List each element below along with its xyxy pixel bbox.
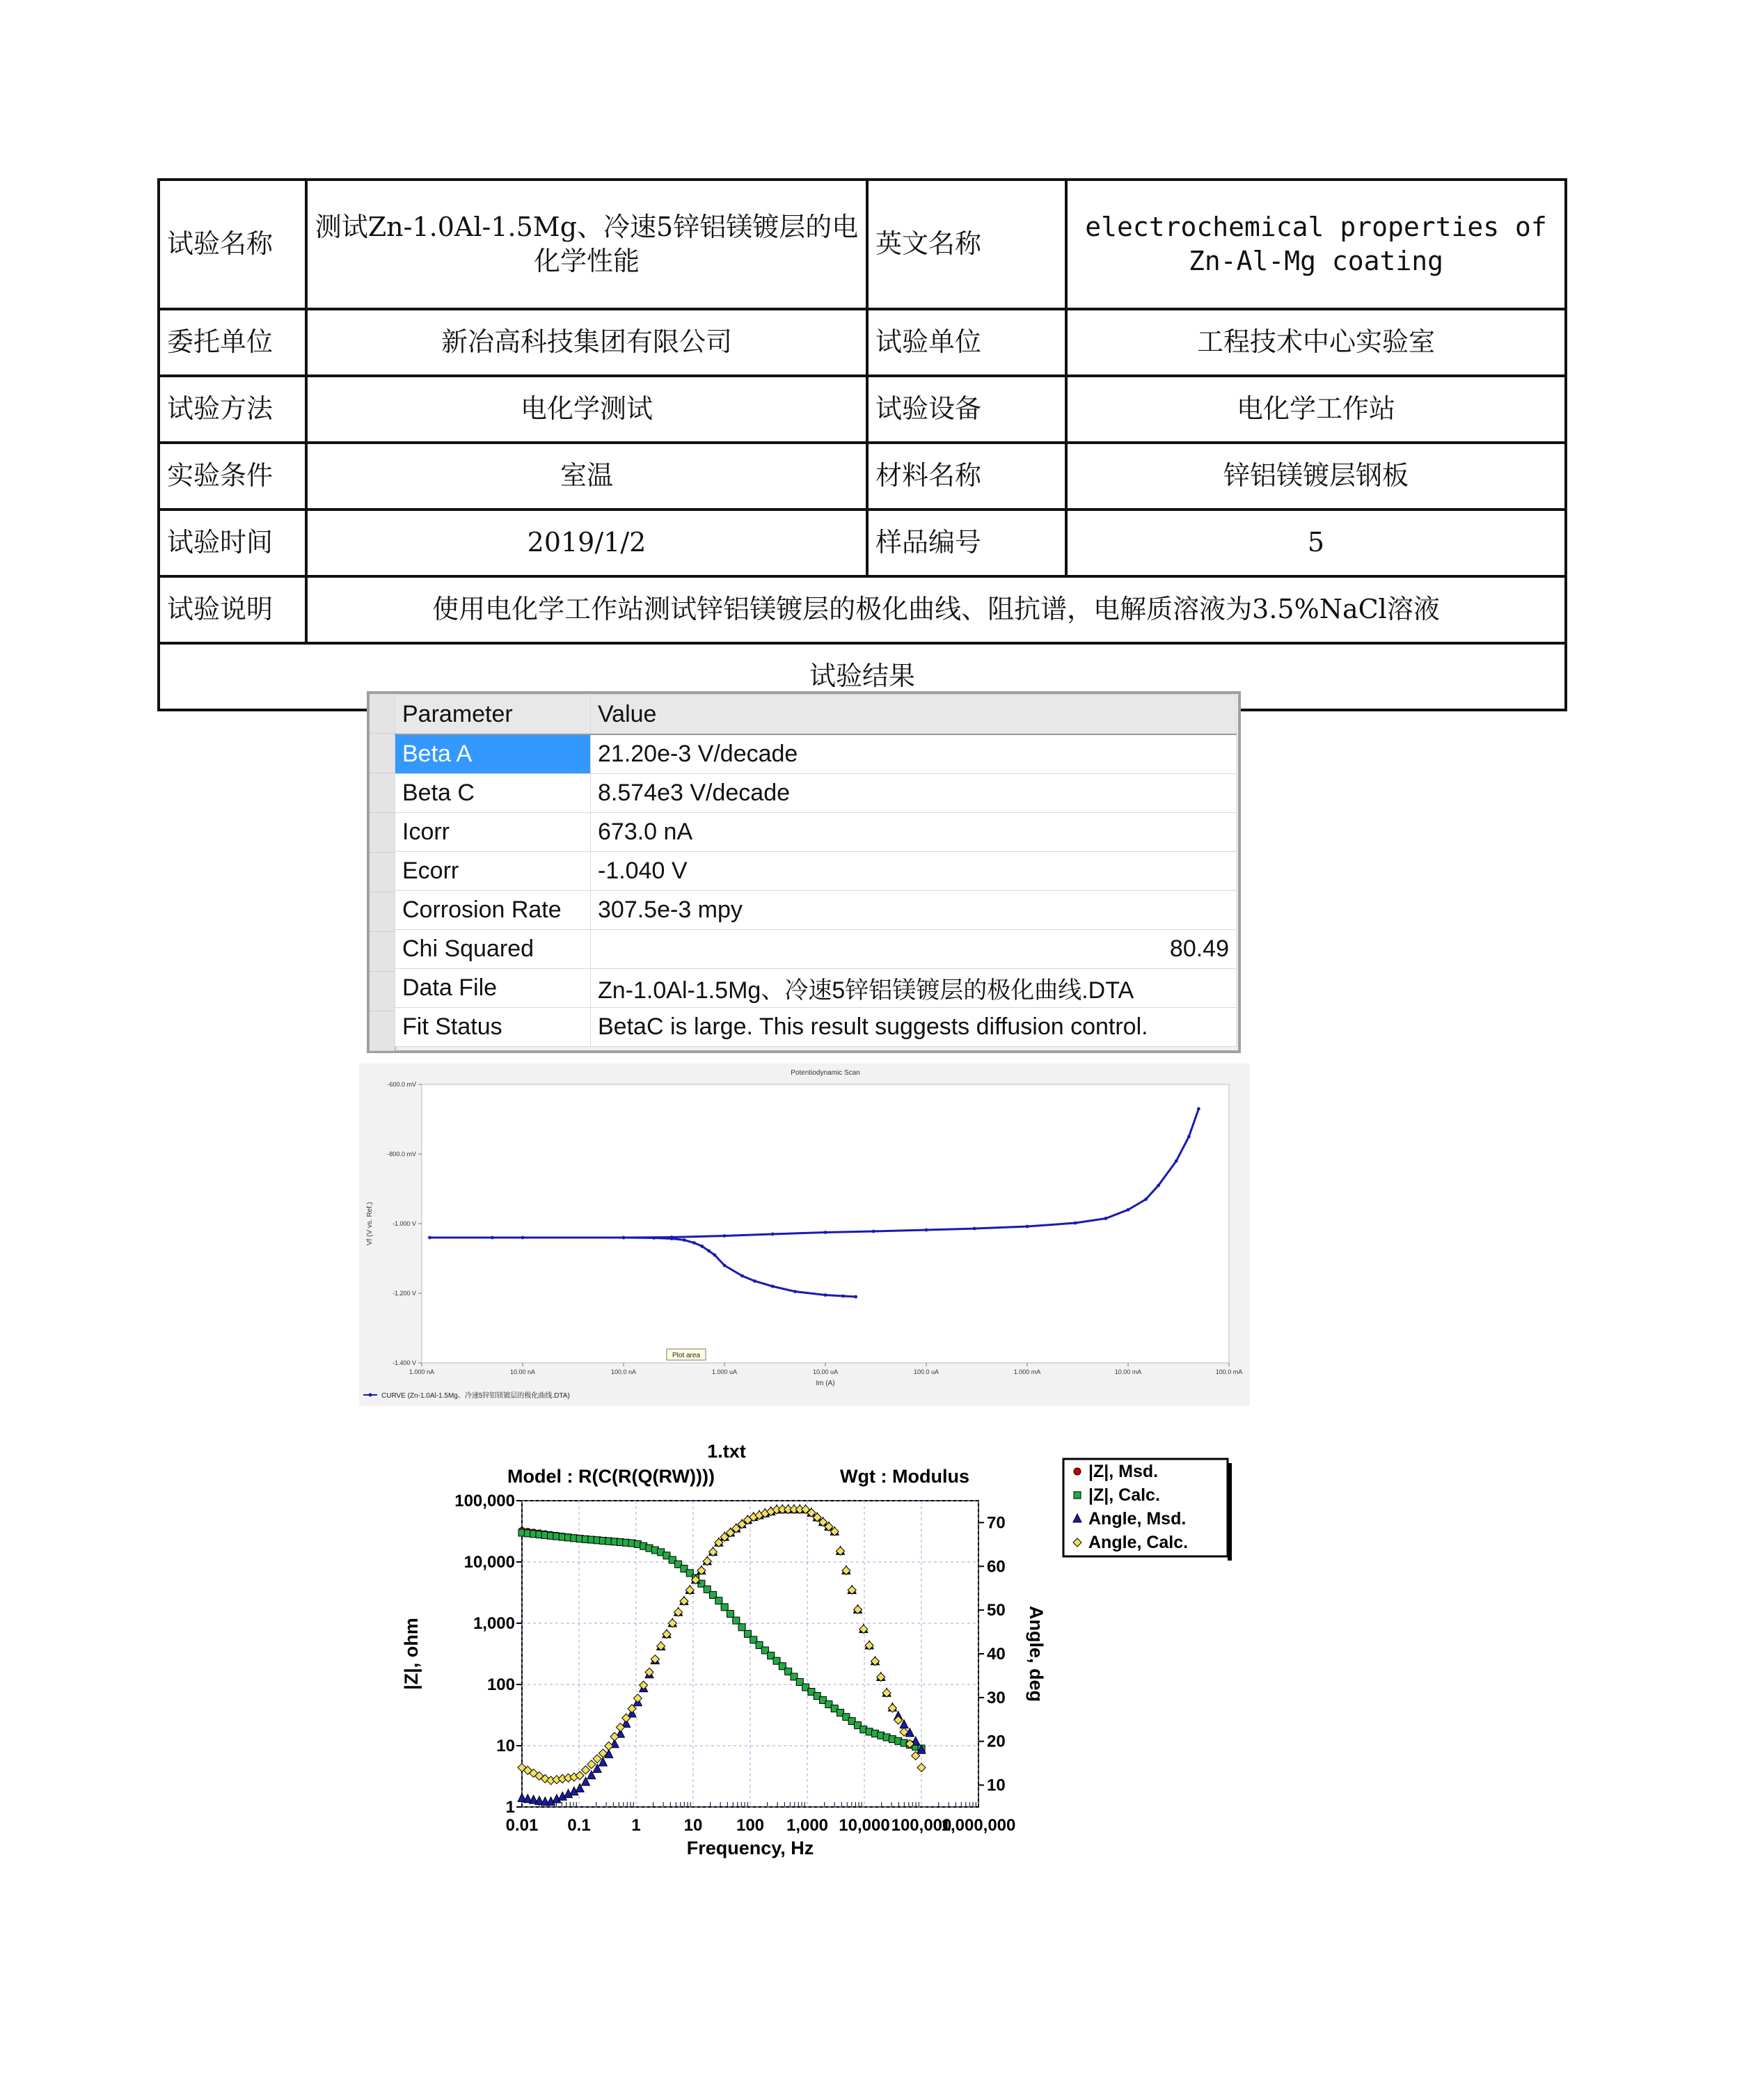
- info-label: 英文名称: [867, 180, 1066, 309]
- curve-point: [1074, 1222, 1077, 1225]
- info-label: 实验条件: [159, 443, 306, 510]
- info-value: 电化学测试: [306, 376, 867, 443]
- y2-tick-label: 20: [987, 1732, 1006, 1751]
- curve-point: [700, 1245, 704, 1248]
- fit-param-cell: Ecorr: [395, 852, 591, 891]
- fit-parameter-table: [395, 694, 1237, 1047]
- row-header-gutter: [370, 694, 396, 1050]
- y2-axis-label: Angle, deg: [1026, 1605, 1047, 1703]
- x-tick-label: 100.0 nA: [610, 1368, 637, 1375]
- fit-value-cell: Zn-1.0Al-1.5Mg、冷速5锌铝镁镀层的极化曲线.DTA: [591, 969, 1237, 1008]
- row-header-cell: [370, 853, 395, 892]
- x-tick-label: 1.000 mA: [1013, 1368, 1041, 1375]
- x-tick-label: 10.00 nA: [509, 1368, 536, 1375]
- curve-point: [1127, 1208, 1130, 1212]
- experiment-info-table: [157, 178, 1567, 711]
- y-tick-label: 10: [496, 1737, 515, 1755]
- fit-value-cell: -1.040 V: [591, 852, 1237, 891]
- curve-point: [683, 1238, 686, 1242]
- y-tick-label: 100,000: [454, 1492, 515, 1510]
- x-axis-label: Frequency, Hz: [686, 1838, 814, 1858]
- info-row: [159, 309, 1566, 376]
- potentiodynamic-scan-chart: [359, 1064, 1250, 1406]
- curve-point: [973, 1227, 976, 1231]
- curve-point: [428, 1236, 431, 1240]
- row-header-cell: [370, 734, 395, 773]
- info-label: 材料名称: [867, 443, 1066, 510]
- fit-row[interactable]: [395, 1008, 1237, 1047]
- x-tick-label: 0.1: [567, 1816, 591, 1835]
- y-tick-label: -1.000 V: [392, 1220, 416, 1227]
- curve-point: [723, 1234, 727, 1238]
- curve-point: [1144, 1198, 1148, 1201]
- z-calculated-point: [733, 1617, 740, 1624]
- z-calculated-point: [715, 1597, 722, 1604]
- x-tick-label: 100,000: [891, 1816, 952, 1835]
- description-text: 使用电化学工作站测试锌铝镁镀层的极化曲线、阻抗谱，电解质溶液为3.5%NaCl溶液: [306, 576, 1566, 643]
- impedance-bode-chart: [390, 1441, 1260, 1886]
- info-value: 新冶高科技集团有限公司: [306, 309, 867, 376]
- fit-param-cell: Icorr: [395, 813, 591, 852]
- legend-entry: |Z|, Msd.: [1088, 1462, 1159, 1481]
- row-header-cell: [370, 892, 395, 932]
- legend-marker-z-calc: [1074, 1492, 1081, 1499]
- info-value: 锌铝镁镀层钢板: [1066, 443, 1566, 510]
- curve-point: [771, 1285, 775, 1288]
- info-label: 样品编号: [867, 510, 1066, 576]
- fit-value-cell: 21.20e-3 V/decade: [591, 734, 1237, 774]
- y-tick-label: 100: [486, 1675, 515, 1694]
- x-tick-label: 1,000: [786, 1816, 829, 1835]
- info-value: 2019/1/2: [306, 510, 867, 576]
- curve-point: [1187, 1135, 1191, 1139]
- y2-tick-label: 30: [987, 1688, 1006, 1707]
- z-calculated-point: [721, 1604, 728, 1611]
- info-value: 室温: [306, 443, 867, 510]
- curve-point: [1175, 1160, 1178, 1163]
- row-header-cell: [370, 972, 395, 1011]
- curve-point: [793, 1290, 797, 1293]
- column-header-value: Value: [591, 695, 1237, 735]
- row-header-cell: [370, 773, 395, 813]
- curve-point: [707, 1249, 711, 1253]
- fit-row[interactable]: [395, 969, 1237, 1008]
- curve-point: [841, 1295, 845, 1298]
- curve-point: [521, 1236, 525, 1240]
- fit-param-cell: Fit Status: [395, 1008, 591, 1047]
- tafel-fit-results-grid: [367, 691, 1241, 1053]
- info-label: 试验名称: [159, 180, 306, 309]
- curve-point: [723, 1264, 727, 1268]
- y-tick-label: 1: [505, 1798, 515, 1817]
- x-axis-label: Im (A): [816, 1380, 835, 1387]
- curve-point: [771, 1233, 775, 1236]
- curve-point: [740, 1274, 744, 1278]
- info-row: [159, 443, 1566, 510]
- fit-row[interactable]: [395, 813, 1237, 852]
- curve-point: [824, 1293, 827, 1297]
- curve-point: [670, 1235, 674, 1239]
- description-row: [159, 576, 1566, 643]
- fit-param-cell: Beta C: [395, 774, 591, 813]
- legend-entry: Angle, Calc.: [1088, 1533, 1189, 1552]
- info-value: 5: [1066, 510, 1566, 576]
- grid-header-row: [395, 695, 1237, 735]
- chart-subtitle-weight: Wgt : Modulus: [840, 1466, 969, 1487]
- legend-entry: |Z|, Calc.: [1088, 1485, 1160, 1505]
- z-calculated-point: [727, 1610, 734, 1617]
- info-value: 电化学工作站: [1066, 376, 1566, 443]
- curve-point: [692, 1241, 696, 1245]
- curve-point: [622, 1236, 626, 1240]
- z-calculated-point: [738, 1624, 745, 1631]
- fit-param-cell: Corrosion Rate: [395, 891, 591, 930]
- legend-entry: CURVE (Zn-1.0Al-1.5Mg、冷速5锌铝镁镀层的极化曲线.DTA): [381, 1392, 570, 1400]
- y-axis-label: Vf (V vs. Ref.): [366, 1201, 374, 1246]
- tooltip-text: Plot area: [672, 1352, 701, 1359]
- fit-value-cell: 80.49: [591, 930, 1237, 969]
- y-tick-label: 10,000: [463, 1553, 515, 1572]
- plot-area: [422, 1084, 1229, 1363]
- x-tick-label: 10.00 mA: [1114, 1368, 1142, 1375]
- y-tick-label: -800.0 mV: [387, 1151, 416, 1158]
- fit-row[interactable]: [395, 891, 1237, 930]
- fit-param-cell: Chi Squared: [395, 930, 591, 969]
- info-value: 工程技术中心实验室: [1066, 309, 1566, 376]
- x-tick-label: 1.000 uA: [711, 1368, 738, 1375]
- y2-tick-label: 70: [987, 1513, 1006, 1533]
- curve-point: [753, 1279, 756, 1283]
- x-tick-label: 1,000,000: [941, 1816, 1016, 1835]
- info-row: [159, 376, 1566, 443]
- info-value: 测试Zn-1.0Al-1.5Mg、冷速5锌铝镁镀层的电化学性能: [306, 180, 867, 309]
- info-value: electrochemical properties of Zn-Al-Mg coating: [1066, 180, 1566, 309]
- x-tick-label: 1: [631, 1816, 641, 1835]
- curve-point: [824, 1231, 827, 1234]
- fit-row[interactable]: [395, 930, 1237, 969]
- y-tick-label: -600.0 mV: [387, 1081, 416, 1088]
- y-tick-label: -1.200 V: [392, 1290, 416, 1297]
- y2-tick-label: 10: [987, 1776, 1006, 1795]
- legend-marker: [369, 1394, 372, 1397]
- info-row: [159, 510, 1566, 576]
- chart-title: 1.txt: [707, 1441, 746, 1462]
- x-tick-label: 10: [683, 1816, 703, 1835]
- x-tick-label: 100: [736, 1816, 765, 1835]
- fit-param-cell: Beta A: [395, 734, 591, 774]
- fit-row[interactable]: [395, 774, 1237, 813]
- info-label: 试验单位: [867, 309, 1066, 376]
- fit-param-cell: Data File: [395, 969, 591, 1008]
- y-axis-label: |Z|, ohm: [401, 1618, 422, 1690]
- info-label: 委托单位: [159, 309, 306, 376]
- row-header-cell: [370, 694, 395, 734]
- description-label: 试验说明: [159, 576, 306, 643]
- x-tick-label: 100.0 uA: [913, 1368, 940, 1375]
- curve-point: [1157, 1184, 1160, 1187]
- curve-point: [1026, 1225, 1029, 1229]
- chart-legend: [1063, 1459, 1232, 1561]
- fit-value-cell: 8.574e3 V/decade: [591, 774, 1237, 813]
- info-row: [159, 180, 1566, 309]
- curve-point: [1197, 1107, 1200, 1111]
- info-label: 试验时间: [159, 510, 306, 576]
- results-heading: 试验结果: [159, 643, 1566, 710]
- y-tick-label: 1,000: [473, 1614, 515, 1633]
- legend-marker-z-msd: [1074, 1468, 1081, 1475]
- info-label: 试验设备: [867, 376, 1066, 443]
- fit-row[interactable]: [395, 734, 1237, 774]
- curve-point: [1104, 1217, 1107, 1220]
- fit-row[interactable]: [395, 852, 1237, 891]
- y-tick-label: -1.400 V: [392, 1359, 416, 1366]
- legend-entry: Angle, Msd.: [1088, 1509, 1187, 1529]
- fit-value-cell: BetaC is large. This result suggests diffusion control.: [591, 1008, 1237, 1047]
- y2-tick-label: 60: [987, 1557, 1006, 1577]
- x-tick-label: 1.000 nA: [409, 1368, 435, 1375]
- fit-value-cell: 307.5e-3 mpy: [591, 891, 1237, 930]
- column-header-parameter: Parameter: [395, 695, 591, 735]
- x-tick-label: 10.00 uA: [812, 1368, 839, 1375]
- curve-point: [491, 1236, 494, 1240]
- row-header-cell: [370, 1011, 395, 1051]
- chart-title: Potentiodynamic Scan: [791, 1069, 860, 1077]
- chart-subtitle: Model : R(C(R(Q(RW)))): [507, 1466, 715, 1487]
- fit-value-cell: 673.0 nA: [591, 813, 1237, 852]
- x-tick-label: 100.0 mA: [1215, 1368, 1243, 1375]
- x-tick-label: 0.01: [505, 1816, 539, 1835]
- row-header-cell: [370, 932, 395, 972]
- y2-tick-label: 50: [987, 1601, 1006, 1620]
- row-header-cell: [370, 813, 395, 853]
- y2-tick-label: 40: [987, 1645, 1006, 1664]
- curve-point: [925, 1229, 928, 1232]
- info-label: 试验方法: [159, 376, 306, 443]
- x-tick-label: 10,000: [839, 1816, 890, 1835]
- curve-point: [713, 1254, 717, 1257]
- curve-point: [872, 1230, 875, 1233]
- curve-point: [854, 1295, 857, 1299]
